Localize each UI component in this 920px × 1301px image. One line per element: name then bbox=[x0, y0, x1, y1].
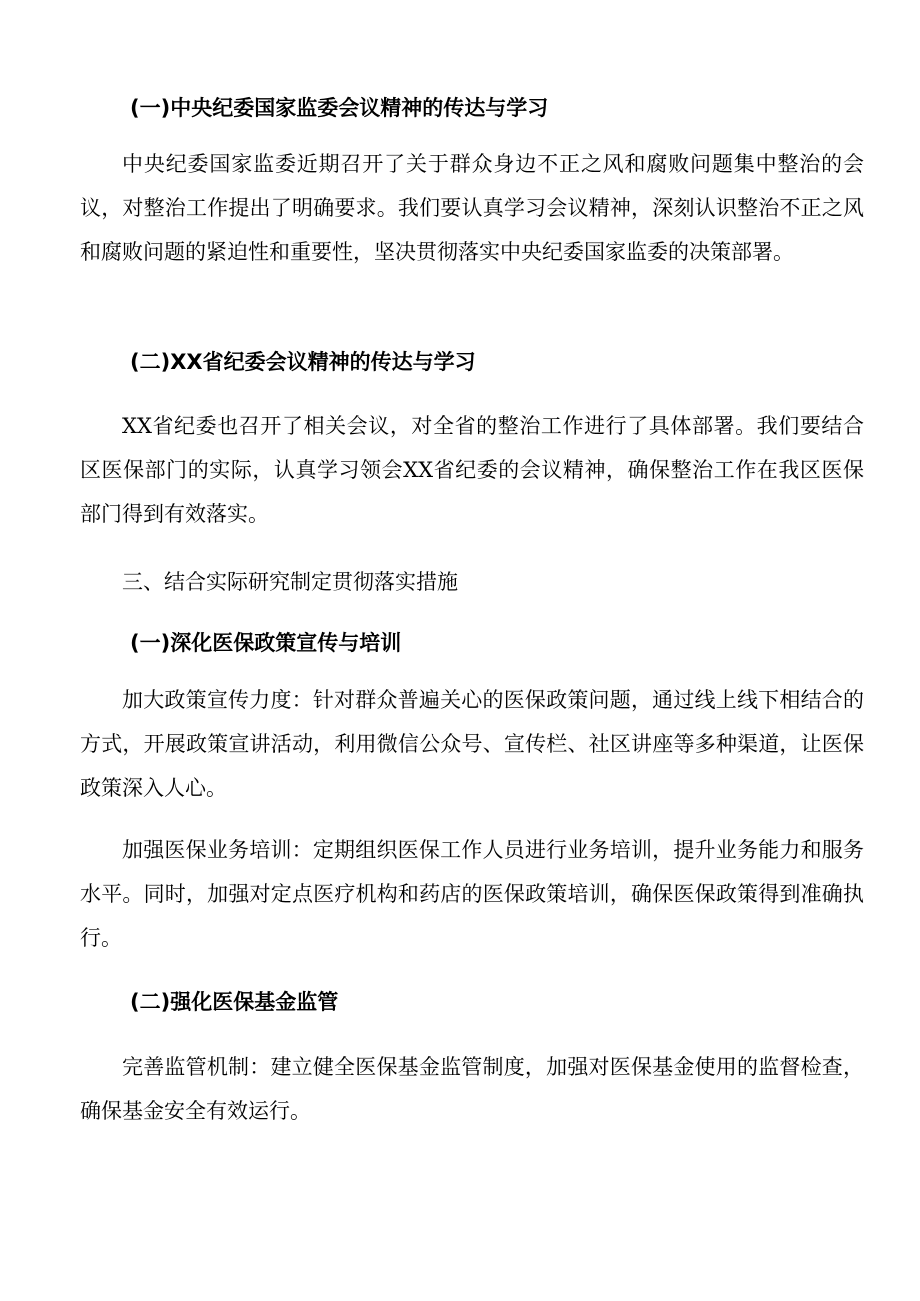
section-heading-measures: 三、结合实际研究制定贯彻落实措施 bbox=[122, 570, 458, 594]
heading-central-commission: (一)中央纪委国家监委会议精神的传达与学习 bbox=[130, 96, 549, 120]
heading-policy-publicity: (一)深化医保政策宣传与培训 bbox=[130, 631, 402, 655]
paragraph-provincial-commission: XX省纪委也召开了相关会议，对全省的整治工作进行了具体部署。我们要结合区医保部门的实际，认真学习领会XX省纪委的会议精神，确保整治工作在我区医保部门得到有效落实。 bbox=[80, 414, 864, 526]
heading-fund-supervision: (二)强化医保基金监管 bbox=[130, 990, 339, 1014]
heading-provincial-commission: (二)XX省纪委会议精神的传达与学习 bbox=[130, 350, 476, 374]
paragraph-central-commission: 中央纪委国家监委近期召开了关于群众身边不正之风和腐败问题集中整治的会议，对整治工作提出了明确要求。我们要认真学习会议精神，深刻认识整治不正之风和腐败问题的紧迫性和重要性，坚决贯彻落实中央纪委国家监委的决策部署。 bbox=[80, 152, 864, 264]
paragraph-business-training: 加强医保业务培训：定期组织医保工作人员进行业务培训，提升业务能力和服务水平。同时，加强对定点医疗机构和药店的医保政策培训，确保医保政策得到准确执行。 bbox=[80, 838, 864, 950]
paragraph-policy-publicity: 加大政策宣传力度：针对群众普遍关心的医保政策问题，通过线上线下相结合的方式，开展政策宣讲活动，利用微信公众号、宣传栏、社区讲座等多种渠道，让医保政策深入人心。 bbox=[80, 688, 864, 800]
paragraph-fund-supervision: 完善监管机制：建立健全医保基金监管制度，加强对医保基金使用的监督检查，确保基金安全有效运行。 bbox=[80, 1055, 864, 1123]
